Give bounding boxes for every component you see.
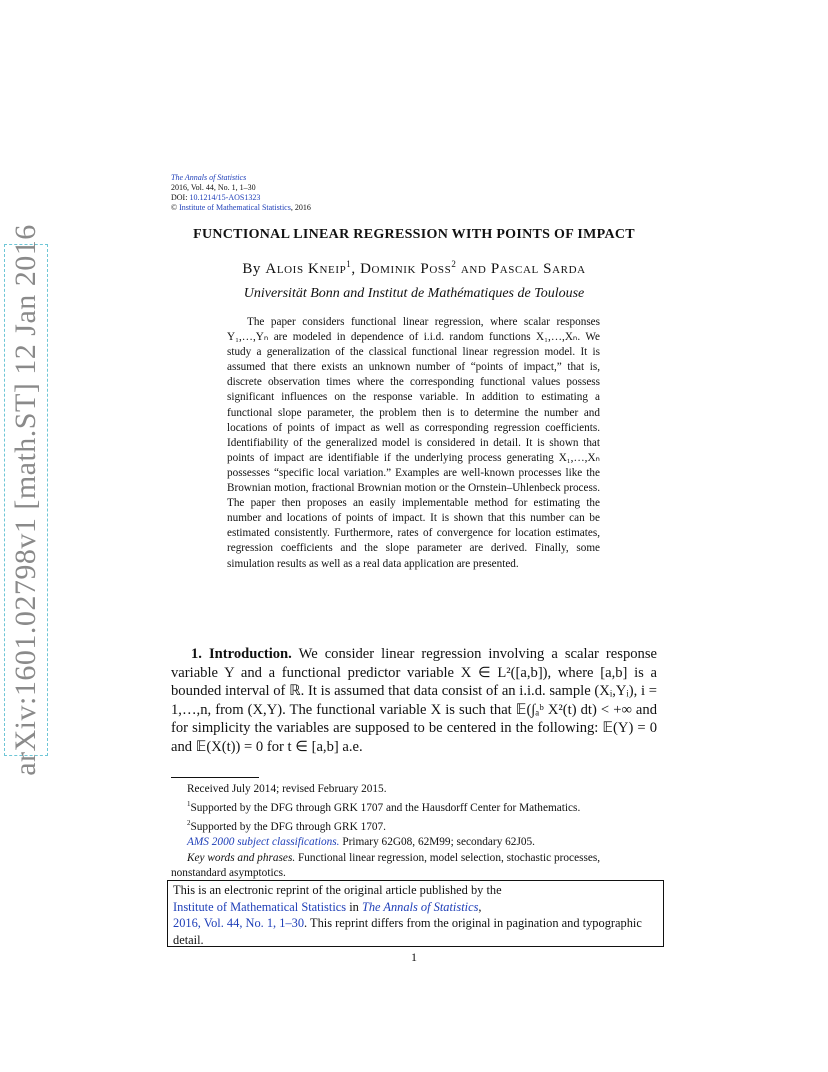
reprint-journal-link[interactable]: The Annals of Statistics	[361, 899, 479, 914]
footnote-1	[171, 797, 657, 816]
author-sarda: Pascal Sarda	[490, 261, 586, 277]
reprint-notice	[167, 880, 664, 947]
copyright-year: , 2016	[290, 203, 311, 212]
author-line	[0, 259, 828, 278]
author-kneip: Alois Kneip	[265, 261, 347, 277]
author-poss: Dominik Poss	[360, 261, 452, 277]
volume-info: 2016, Vol. 44, No. 1, 1–30	[171, 183, 256, 192]
reprint-publisher-link[interactable]: Institute of Mathematical Statistics	[173, 899, 347, 914]
author-separator: ,	[351, 261, 361, 277]
keywords	[171, 851, 657, 882]
subject-classification	[171, 835, 657, 850]
arxiv-identifier[interactable]: arXiv:1601.02798v1 [math.ST] 12 Jan 2016	[9, 224, 42, 776]
footnote-1-mark: 1	[187, 800, 191, 809]
copyright-icon: ©	[171, 203, 178, 212]
reprint-line-1: This is an electronic reprint of the original article published by the	[173, 883, 502, 897]
section-heading: 1. Introduction.	[191, 646, 292, 662]
journal-header	[171, 173, 311, 213]
page-number: 1	[411, 950, 417, 964]
affiliation: Universität Bonn and Institut de Mathématiques de Toulouse	[243, 286, 585, 301]
keywords-label: Key words and phrases.	[187, 851, 296, 864]
footnote-2-text: Supported by the DFG through GRK 1707.	[190, 821, 386, 834]
introduction-text: We consider linear regression involving a scalar response variable Y and a functional predictor variable X ∈ L²([a,b]), where [a,b] is a bounded interval of ℝ. It is assumed that data consist of an i.i.d. sample (Xᵢ,Yᵢ), i = 1,…,n, from (X,Y). The functional variable X is such that 𝔼(∫ₐᵇ X²(t) dt) < +∞ and for simplicity the variables are supposed to be centered in the following: 𝔼(Y) = 0 and 𝔼(X(t)) = 0 for t ∈ [a,b] a.e.	[171, 646, 657, 755]
footnote-2-mark: 2	[187, 819, 191, 828]
reprint-rest: . This reprint differs from the original in pagination and typographic detail.	[173, 916, 642, 947]
footnote-1-text: Supported by the DFG through GRK 1707 and the Hausdorff Center for Mathematics.	[190, 802, 581, 815]
journal-name-link[interactable]: The Annals of Statistics	[171, 173, 247, 182]
abstract: The paper considers functional linear regression, where scalar responses Y₁,…,Yₙ are modeled in dependence of i.i.d. random functions X₁,…,Xₙ. We study a generalization of the classical functional linear regression model. It is assumed that there exists an unknown number of “points of impact,” that is, discrete observation times where the corresponding functional values possess significant influences on the response variable. In addition to estimating a functional slope parameter, the problem then is to determine the number and locations of points of impact as well as corresponding regression coefficients. Identifiability of the generalized model is considered in detail. It is shown that points of impact are identifiable if the underlying process generating X₁,…,Xₙ possesses “specific local variation.” Examples are well-known processes like the Brownian motion, fractional Brownian motion or the Ornstein–Uhlenbeck process. The paper then proposes an easily implementable method for estimating the number and locations of points of impact. It is shown that this number can be estimated consistently. Furthermore, rates of convergence for location estimates, regression coefficients and the slope parameter are derived. Finally, some simulation results as well as a real data application are presented.	[227, 316, 600, 570]
doi-link[interactable]: 10.1214/15-AOS1323	[189, 193, 261, 202]
msc-link[interactable]: AMS 2000 subject classifications.	[187, 836, 340, 849]
footnote-2	[171, 816, 657, 835]
doi-line	[171, 193, 311, 203]
reprint-in: in	[346, 899, 362, 914]
doi-label: DOI:	[171, 193, 190, 202]
footnote-divider	[171, 777, 259, 778]
reprint-comma: ,	[478, 899, 482, 914]
and-label: and	[456, 261, 491, 277]
footnotes	[171, 782, 657, 881]
paper-title: FUNCTIONAL LINEAR REGRESSION WITH POINTS OF IMPACT	[193, 227, 635, 242]
introduction-section	[171, 645, 657, 757]
copyright-line	[171, 203, 311, 213]
keywords-text: Functional linear regression, model selection, stochastic processes, nonstandard asymptotics.	[171, 851, 601, 880]
by-label: By	[242, 261, 262, 277]
received-note: Received July 2014; revised February 2015.	[187, 783, 387, 795]
arxiv-side-stamp[interactable]	[4, 224, 48, 776]
author-kneip-footnote-mark[interactable]: 1	[346, 259, 352, 269]
reprint-citation-link[interactable]: 2016, Vol. 44, No. 1, 1–30	[173, 916, 305, 930]
author-poss-footnote-mark[interactable]: 2	[451, 259, 457, 269]
msc-codes: Primary 62G08, 62M99; secondary 62J05.	[339, 836, 535, 849]
publisher-link[interactable]: Institute of Mathematical Statistics	[179, 203, 291, 212]
